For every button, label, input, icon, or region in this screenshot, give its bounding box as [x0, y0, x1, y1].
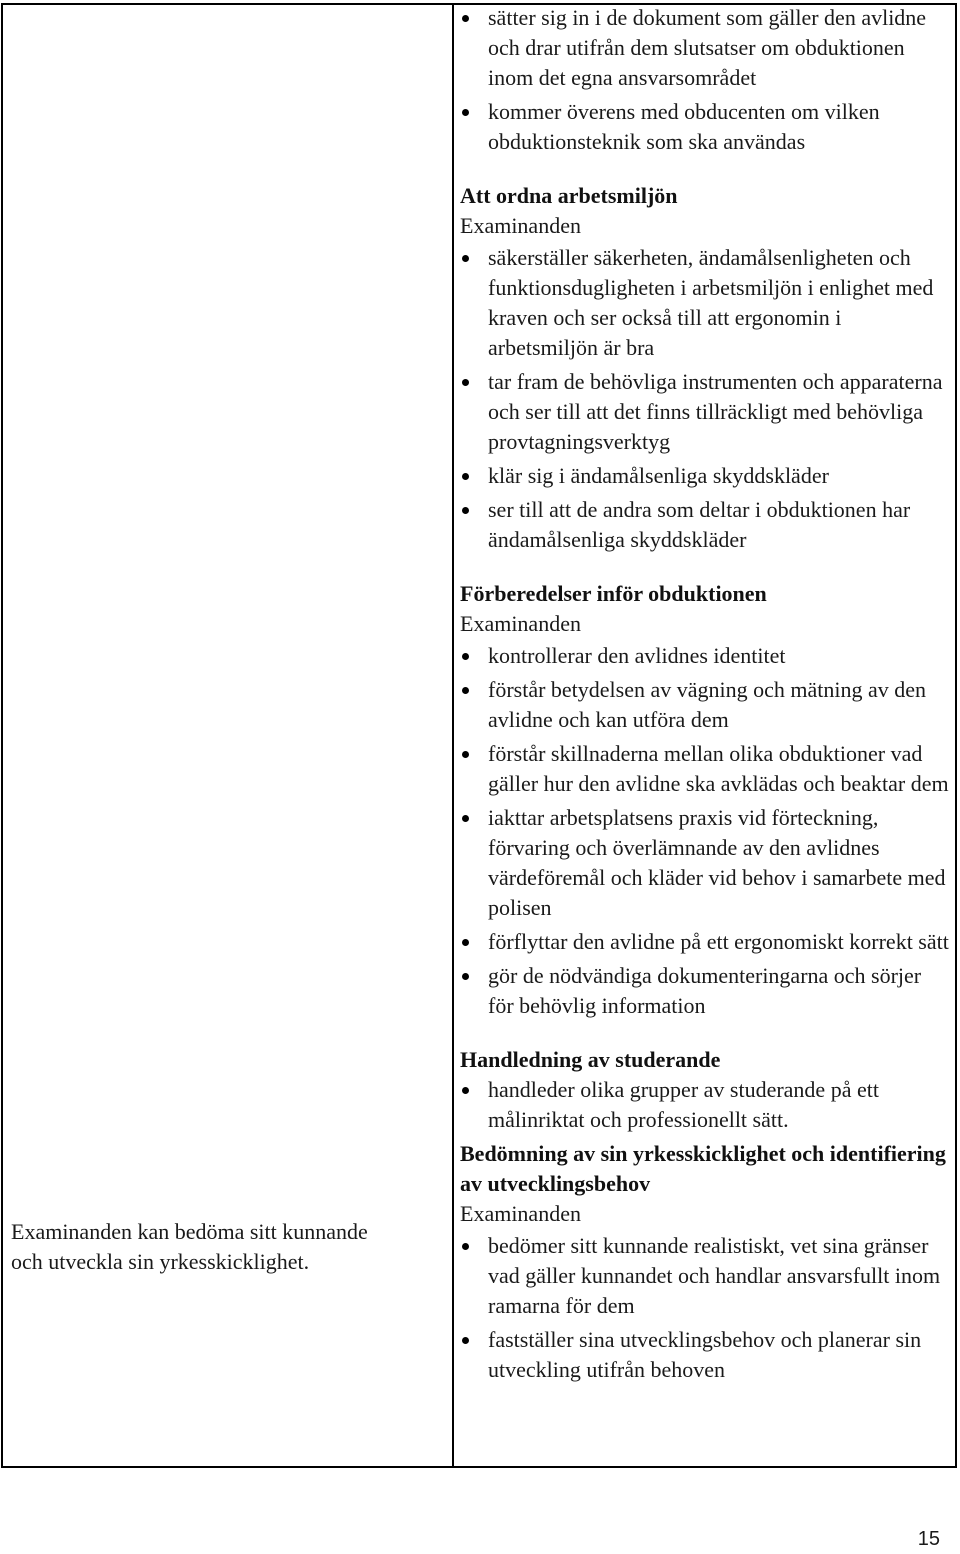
list-item: handleder olika grupper av studerande på ett målinriktat och professionellt sätt. — [460, 1075, 952, 1135]
list-item: ser till att de andra som deltar i obduktionen har ändamålsenliga skyddskläder — [460, 495, 952, 555]
section-heading: Bedömning av sin yrkesskicklighet och identifiering av utvecklingsbehov — [460, 1141, 946, 1196]
list-item: kommer överens med obducenten om vilken obduktionsteknik som ska användas — [460, 97, 952, 157]
column-divider — [452, 5, 454, 1466]
section-heading: Att ordna arbetsmiljön — [460, 183, 678, 208]
bullet-list — [460, 1231, 952, 1385]
section-subject: Examinanden — [460, 611, 581, 636]
bullet-list — [460, 1075, 952, 1135]
page-number: 15 — [917, 1528, 940, 1550]
section-handledning — [460, 1045, 952, 1135]
list-item: kontrollerar den avlidnes identitet — [460, 641, 952, 671]
list-item: förflyttar den avlidne på ett ergonomiskt korrekt sätt — [460, 927, 952, 957]
list-item: iakttar arbetsplatsens praxis vid förteckning, förvaring och överlämnande av den avlidnes värdeföremål och kläder vid behov i samarbete med polisen — [460, 803, 952, 923]
right-cell — [460, 3, 952, 1389]
list-item: gör de nödvändiga dokumenteringarna och sörjer för behövlig information — [460, 961, 952, 1021]
left-cell-line-1: Examinanden kan bedöma sitt kunnande — [11, 1219, 368, 1244]
list-item: säkerställer säkerheten, ändamålsenligheten och funktionsdugligheten i arbetsmiljön i enlighet med kraven och ser också till att ergonomin i arbetsmiljön är bra — [460, 243, 952, 363]
section-heading: Förberedelser inför obduktionen — [460, 581, 767, 606]
list-item: bedömer sitt kunnande realistiskt, vet sina gränser vad gäller kunnandet och handlar ansvarsfullt inom ramarna för dem — [460, 1231, 952, 1321]
section-bedomning — [460, 1139, 952, 1385]
list-item: fastställer sina utvecklingsbehov och planerar sin utveckling utifrån behoven — [460, 1325, 952, 1385]
list-item: sätter sig in i de dokument som gäller den avlidne och drar utifrån dem slutsatser om obduktionen inom det egna ansvarsområdet — [460, 3, 952, 93]
list-item: förstår skillnaderna mellan olika obduktioner vad gäller hur den avlidne ska avklädas och beaktar dem — [460, 739, 952, 799]
list-item: klär sig i ändamålsenliga skyddskläder — [460, 461, 952, 491]
section-forberedelser — [460, 579, 952, 1021]
intro-bullet-list — [460, 3, 952, 157]
list-item: tar fram de behövliga instrumenten och apparaterna och ser till att det finns tillräckligt med behövliga provtagningsverktyg — [460, 367, 952, 457]
bullet-list — [460, 243, 952, 555]
list-item: förstår betydelsen av vägning och mätning av den avlidne och kan utföra dem — [460, 675, 952, 735]
left-cell-text — [11, 1217, 441, 1277]
section-subject: Examinanden — [460, 213, 581, 238]
section-arbetsmiljo — [460, 181, 952, 555]
left-cell-line-2: och utveckla sin yrkesskicklighet. — [11, 1249, 310, 1274]
section-subject: Examinanden — [460, 1201, 581, 1226]
section-heading: Handledning av studerande — [460, 1047, 721, 1072]
bullet-list — [460, 641, 952, 1021]
